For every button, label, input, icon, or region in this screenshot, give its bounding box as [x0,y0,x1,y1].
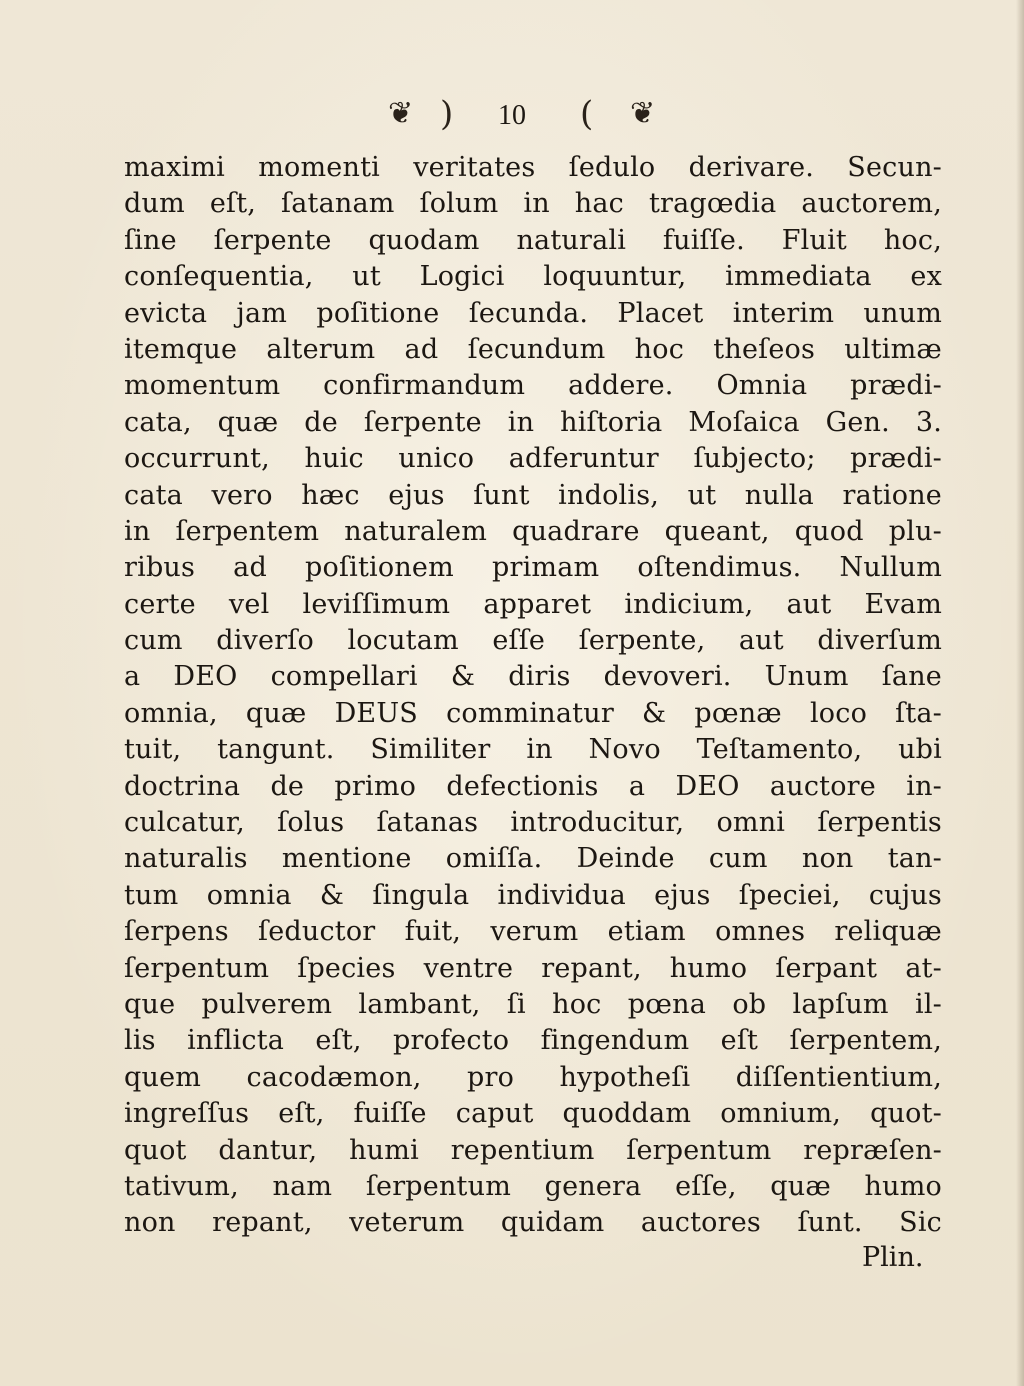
text-line: tativum, nam ſerpentum genera eſſe, quæ humo [124,1170,942,1202]
text-line: omnia, quæ DEUS comminatur & pœnæ loco ſta- [124,697,942,729]
text-line: certe vel leviſſimum apparet indicium, aut Evam [124,588,942,620]
text-line: cata, quæ de ſerpente in hiſtoria Moſaica Gen. 3. [124,406,942,438]
text-line: quem cacodæmon, pro hypotheſi diſſentientium, [124,1061,942,1093]
text-line: culcatur, ſolus ſatanas introducitur, omni ſerpentis [124,807,942,839]
text-line: dum eſt, ſatanam ſolum in hac tragœdia auctorem, [124,188,942,220]
right-ornament-icon: ❦ [630,96,656,131]
text-line: itemque alterum ad ſecundum hoc theſeos ultimæ [124,333,942,365]
text-line: cum diverſo locutam eſſe ſerpente, aut diverſum [124,625,942,657]
left-bracket: ) [440,94,454,134]
running-head [0,90,1024,140]
text-line: ſerpens ſeductor fuit, verum etiam omnes reliquæ [124,916,942,948]
text-line: ſine ſerpente quodam naturali fuiſſe. Fluit hoc, [124,224,942,256]
text-line: ribus ad poſitionem primam oſtendimus. Nullum [124,552,942,584]
text-line: momentum confirmandum addere. Omnia prædi- [124,370,942,402]
text-line: que pulverem lambant, ſi hoc pœna ob lapſum il- [124,988,942,1020]
right-bracket: ( [580,94,594,134]
text-line: in ſerpentem naturalem quadrare queant, quod plu- [124,515,942,547]
text-line: tuit, tangunt. Similiter in Novo Teſtamento, ubi [124,734,942,766]
text-line: naturalis mentione omiſſa. Deinde cum non tan- [124,843,942,875]
page-number: 10 [498,100,526,131]
text-line: occurrunt, huic unico adferuntur ſubjecto; prædi- [124,443,942,475]
body-text [124,150,942,1242]
text-line: lis inflicta eſt, profecto fingendum eſt ſerpentem, [124,1025,942,1057]
left-ornament-icon: ❦ [388,96,414,131]
text-line: tum omnia & ſingula individua ejus ſpeciei, cujus [124,879,942,911]
text-line: non repant, veterum quidam auctores ſunt. Sic [124,1207,942,1239]
text-line: cata vero hæc ejus ſunt indolis, ut nulla ratione [124,479,942,511]
page-edge-shadow [1016,0,1024,1386]
text-line: quot dantur, humi repentium ſerpentum repræſen- [124,1134,942,1166]
text-line: maximi momenti veritates ſedulo derivare. Secun- [124,152,942,183]
text-line: evicta jam poſitione ſecunda. Placet interim unum [124,297,942,329]
catchword: Plin. [862,1242,924,1273]
text-line: doctrina de primo defectionis a DEO auctore in- [124,770,942,802]
text-line: a DEO compellari & diris devoveri. Unum ſane [124,661,942,693]
text-line: ingreſſus eſt, fuiſſe caput quoddam omnium, quot- [124,1098,942,1130]
text-line: ſerpentum ſpecies ventre repant, humo ſerpant at- [124,952,942,984]
text-line: conſequentia, ut Logici loquuntur, immediata ex [124,261,942,293]
